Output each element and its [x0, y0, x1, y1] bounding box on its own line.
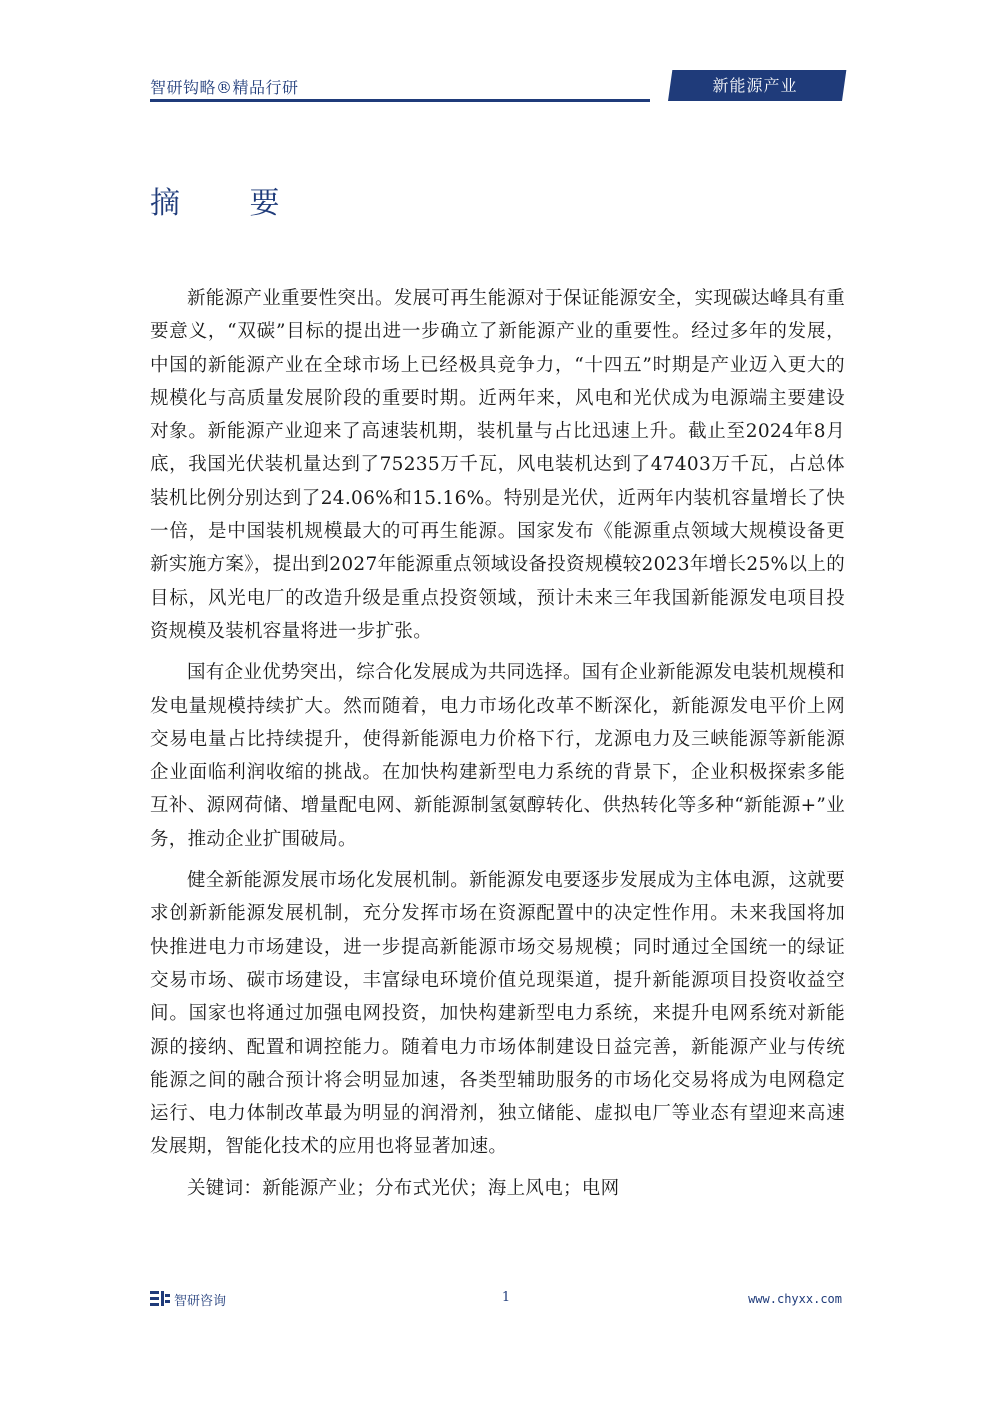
paragraph-3: 健全新能源发展市场化发展机制。新能源发电要逐步发展成为主体电源，这就要求创新新能源发展机制，充分发挥市场在资源配置中的决定性作用。未来我国将加快推进电力市场建设，进一步提高新能源市场交易规模；同时通过全国统一的绿证交易市场、碳市场建设，丰富绿电环境价值兑现渠道，提升新能源项目投资收益空间。国家也将通过加强电网投资，加快构建新型电力系统，来提升电网系统对新能源的接纳、配置和调控能力。随着电力市场体制建设日益完善，新能源产业与传统能源之间的融合预计将会明显加速，各类型辅助服务的市场化交易将成为电网稳定运行、电力体制改革最为明显的润滑剂，独立储能、虚拟电厂等业态有望迎来高速发展期，智能化技术的应用也将显著加速。 [150, 870, 846, 1158]
header-rule [150, 99, 650, 102]
keywords-line: 关键词：新能源产业；分布式光伏；海上风电；电网 [187, 1177, 620, 1199]
footer-brand: 智研咨询 [174, 1294, 227, 1309]
footer-url[interactable]: www.chyxx.com [748, 1292, 842, 1306]
page-header [0, 0, 992, 110]
paragraph-2: 国有企业优势突出，综合化发展成为共同选择。国有企业新能源发电装机规模和发电量规模持续扩大。然而随着，电力市场化改革不断深化，新能源发电平价上网交易电量占比持续提升，使得新能源电力价格下行，龙源电力及三峡能源等新能源企业面临利润收缩的挑战。在加快构建新型电力系统的背景下，企业积极探索多能互补、源网荷储、增量配电网、新能源制氢氨醇转化、供热转化等多种“新能源+”业务，推动企业扩围破局。 [150, 662, 846, 850]
page-number: 1 [501, 1290, 511, 1305]
header-section-label: 新能源产业 [712, 76, 798, 95]
header-brand: 智研钩略®精品行研 [150, 78, 299, 97]
abstract-body [150, 282, 845, 1205]
paragraph-1: 新能源产业重要性突出。发展可再生能源对于保证能源安全，实现碳达峰具有重要意义，“双碳”目标的提出进一步确立了新能源产业的重要性。经过多年的发展，中国的新能源产业在全球市场上已经极具竞争力，“十四五”时期是产业迈入更大的规模化与高质量发展阶段的重要时期。近两年来，风电和光伏成为电源端主要建设对象。新能源产业迎来了高速装机期，装机量与占比迅速上升。截止至2024年8月底，我国光伏装机量达到了75235万千瓦，风电装机达到了47403万千瓦，占总体装机比例分别达到了24.06%和15.16%。特别是光伏，近两年内装机容量增长了快一倍，是中国装机规模最大的可再生能源。国家发布《能源重点领域大规模设备更新实施方案》，提出到2027年能源重点领域设备投资规模较2023年增长25%以上的目标，风光电厂的改造升级是重点投资领域，预计未来三年我国新能源发电项目投资规模及装机容量将进一步扩张。 [150, 288, 846, 642]
company-logo-icon [150, 1290, 170, 1308]
page-title: 摘 要 [150, 186, 310, 221]
